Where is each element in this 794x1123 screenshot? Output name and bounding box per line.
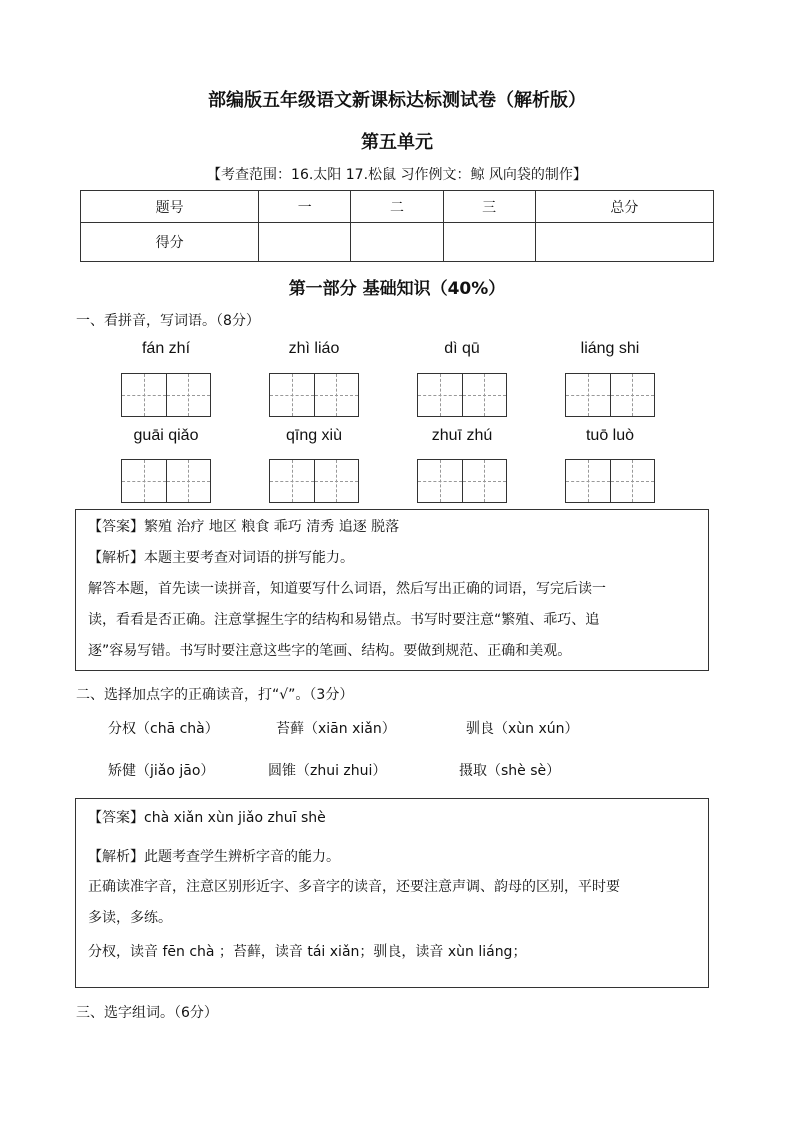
score-cell[interactable] [535, 223, 713, 262]
analysis-text: 逐”容易写错。书写时要注意这些字的笔画、结构。要做到规范、正确和美观。 [88, 643, 572, 659]
reading-option[interactable]: 驯良（xùn xún） [466, 721, 579, 737]
analysis-text: 多读，多练。 [88, 910, 172, 926]
question-2-title: 二、选择加点字的正确读音，打“√”。（3分） [76, 687, 354, 703]
header-cell-number: 题号 [81, 191, 259, 223]
writing-grid[interactable] [269, 373, 359, 417]
pinyin-label: zhuī zhú [431, 427, 493, 444]
exam-scope: 【考查范围：16.太阳 17.松鼠 习作例文：鲸 风向袋的制作】 [207, 167, 587, 183]
answer-box-1 [75, 509, 709, 671]
analysis-text: 分杈，读音 fēn chà ；苔藓，读音 tái xiǎn；驯良，读音 xùn liáng； [88, 944, 527, 960]
writing-grid[interactable] [565, 459, 655, 503]
reading-option[interactable]: 分权（chā chà） [108, 721, 219, 737]
pinyin-label: fán zhí [141, 340, 191, 357]
score-cell[interactable] [443, 223, 535, 262]
score-table [80, 190, 714, 262]
pinyin-label: liáng shi [580, 340, 640, 357]
analysis-text: 读，看看是否正确。注意掌握生字的结构和易错点。书写时要注意“繁殖、乖巧、追 [88, 612, 600, 628]
analysis-line: 【解析】此题考查学生辨析字音的能力。 [88, 849, 340, 865]
header-cell-part2: 二 [351, 191, 443, 223]
unit-title: 第五单元 [361, 132, 433, 153]
reading-option[interactable]: 苔藓（xiān xiǎn） [276, 721, 396, 737]
reading-option[interactable]: 圆锥（zhui zhui） [268, 763, 387, 779]
part-title: 第一部分 基础知识（40%） [288, 279, 506, 299]
pinyin-label: zhì liáo [288, 340, 340, 357]
writing-grid[interactable] [565, 373, 655, 417]
reading-option[interactable]: 矫健（jiǎo jāo） [108, 763, 215, 779]
paper-title: 部编版五年级语文新课标达标测试卷（解析版） [208, 90, 586, 111]
writing-grid[interactable] [121, 373, 211, 417]
question-1-title: 一、看拼音，写词语。（8分） [76, 313, 260, 329]
score-cell[interactable] [351, 223, 443, 262]
analysis-text: 正确读准字音，注意区别形近字、多音字的读音，还要注意声调、韵母的区别，平时要 [88, 879, 620, 895]
writing-grid[interactable] [269, 459, 359, 503]
answer-box-2 [75, 798, 709, 988]
writing-grid[interactable] [121, 459, 211, 503]
pinyin-label: guāi qiǎo [133, 427, 199, 444]
writing-grid[interactable] [417, 373, 507, 417]
header-cell-part3: 三 [443, 191, 535, 223]
question-3-title: 三、选字组词。（6分） [76, 1005, 218, 1021]
pinyin-label: qīng xiù [285, 427, 343, 444]
writing-grid[interactable] [417, 459, 507, 503]
score-row-label: 得分 [81, 223, 259, 262]
analysis-text: 解答本题，首先读一读拼音，知道要写什么词语，然后写出正确的词语，写完后读一 [88, 581, 606, 597]
header-cell-total: 总分 [535, 191, 713, 223]
answer-line: 【答案】chà xiǎn xùn jiǎo zhuī shè [88, 810, 326, 826]
reading-option[interactable]: 摄取（shè sè） [459, 763, 561, 779]
pinyin-label: tuō luò [585, 427, 635, 444]
header-cell-part1: 一 [259, 191, 351, 223]
score-cell[interactable] [259, 223, 351, 262]
answer-line: 【答案】繁殖 治疗 地区 粮食 乖巧 清秀 追逐 脱落 [88, 519, 400, 535]
analysis-line: 【解析】本题主要考查对词语的拼写能力。 [88, 550, 354, 566]
pinyin-label: dì qū [444, 340, 480, 357]
